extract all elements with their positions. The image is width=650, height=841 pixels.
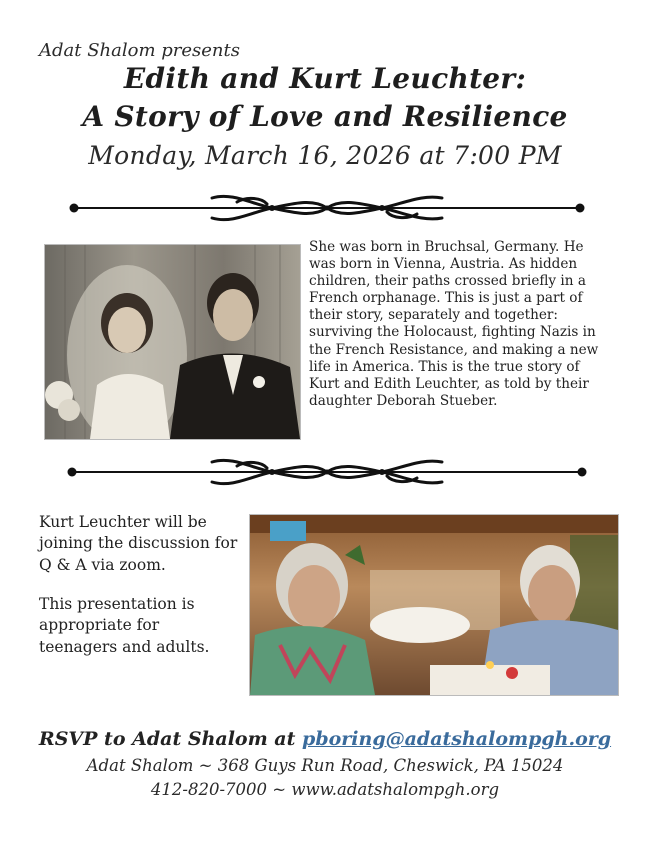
event-title-line-2: A Story of Love and Resilience — [82, 100, 568, 133]
audience-note: This presentation is appropriate for teenagers and adults. — [39, 595, 210, 656]
rsvp-prefix: RSVP to Adat Shalom at — [38, 728, 296, 750]
wedding-photo — [44, 244, 301, 440]
restaurant-photo — [249, 514, 619, 696]
ornamental-divider-top — [62, 188, 592, 228]
presenter-line: Adat Shalom presents — [39, 40, 240, 61]
event-title-line-1: Edith and Kurt Leuchter: — [123, 62, 527, 95]
address-line: Adat Shalom ~ 368 Guys Run Road, Cheswick, PA 15024 — [86, 756, 564, 775]
rsvp-email-link[interactable]: pboring@adatshalompgh.org — [302, 728, 612, 750]
ornamental-divider-middle — [62, 452, 592, 492]
rsvp-line — [0, 728, 650, 750]
story-paragraph: She was born in Bruchsal, Germany. He was born in Vienna, Austria. As hidden children, their paths crossed briefly in a French orphanage. This is just a part of their story, separately and together: surviving the Holocaust, fighting Nazis in the French Resistance, and making a new life in America. This is the true story of Kurt and Edith Leuchter, as told by their daughter Deborah Stueber. — [309, 239, 599, 409]
zoom-note: Kurt Leuchter will be joining the discussion for Q & A via zoom. — [39, 513, 238, 574]
contact-line: 412-820-7000 ~ www.adatshalompgh.org — [150, 780, 500, 799]
event-date: Monday, March 16, 2026 at 7:00 PM — [88, 141, 562, 170]
